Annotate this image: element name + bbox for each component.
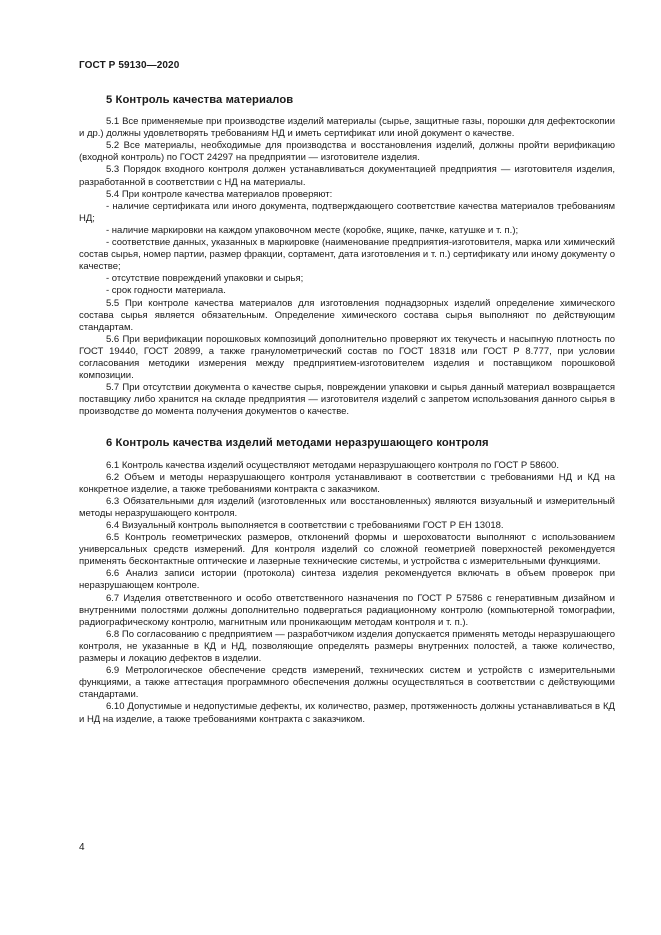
section-5-title: 5 Контроль качества материалов: [106, 94, 294, 106]
clause-5-1: 5.1 Все применяемые при производстве изделий материалы (сырье, защитные газы, порошки для дефектоскопии и др.) должны удовлетворять требованиям НД и иметь сертификат или иной документ о качестве.: [79, 116, 615, 140]
document-header: ГОСТ Р 59130—2020: [79, 60, 180, 71]
clause-5-4: 5.4 При контроле качества материалов проверяют:: [106, 188, 333, 200]
clause-5-7: 5.7 При отсутствии документа о качестве сырья, повреждении упаковки и сырья данный материал возвращается поставщику либо хранится на складе предприятия — изготовителя изделий с запретом использования данного сырья в производстве до момента получения документов о качестве.: [79, 382, 615, 418]
clause-6-3: 6.3 Обязательными для изделий (изготовленных или восстановленных) являются визуальный и измерительный методы неразрушающего контроля.: [79, 495, 615, 519]
clause-6-2: 6.2 Объем и методы неразрушающего контроля устанавливают в соответствии с требованиями НД и КД на конкретное изделие, а также требованиями контракта с заказчиком.: [79, 471, 615, 495]
clause-5-5: 5.5 При контроле качества материалов для изготовления поднадзорных изделий определение химического состава сырья является обязательным. Определение химического состава сырья выполняют по действующим стандартам.: [79, 297, 615, 333]
clause-6-7: 6.7 Изделия ответственного и особо ответственного назначения по ГОСТ Р 57586 с генеративным дизайном и внутренними полостями должны дополнительно подвергаться радиационному контролю (компьютерной томографии, радиографическому контролю, магнитным или проникающим методам контроля и т. п.).: [79, 592, 615, 628]
list-item-packaging: - отсутствие повреждений упаковки и сырья;: [106, 273, 304, 285]
clause-5-2: 5.2 Все материалы, необходимые для производства и восстановления изделий, должны пройти верификацию (входной контроль) по ГОСТ 24297 на предприятии — изготовителе изделия.: [79, 140, 615, 164]
clause-6-9: 6.9 Метрологическое обеспечение средств измерений, технических систем и устройств с измерительными функциями, а также аттестация программного обеспечения должны осуществляться в соответствии с действующими стандартами.: [79, 665, 615, 701]
page-number: 4: [79, 842, 85, 853]
document-body: [79, 90, 615, 726]
clause-5-3: 5.3 Порядок входного контроля должен устанавливаться документацией предприятия — изготовителя изделия, разработанной в соответствии с НД на материалы.: [79, 164, 615, 188]
clause-6-10: 6.10 Допустимые и недопустимые дефекты, их количество, размер, протяженность должны устанавливаться в КД и НД на изделие, а также требованиями контракта с заказчиком.: [79, 701, 615, 725]
section-6-title: 6 Контроль качества изделий методами неразрушающего контроля: [106, 437, 489, 450]
list-item-marking-data: - соответствие данных, указанных в маркировке (наименование предприятия-изготовителя, марка или химический состав сырья, номер партии, размер фракции, сортамент, дата изготовления и т. п.) сертификату или иному документу о качестве;: [79, 237, 615, 273]
clause-6-5: 6.5 Контроль геометрических размеров, отклонений формы и шероховатости выполняют с использованием универсальных средств измерений. Для контроля изделий со сложной геометрией поверхностей рекомендуется применять бесконтактные оптические и лазерные технические системы, и устройства с измерительными функциями.: [79, 532, 615, 568]
clause-6-6: 6.6 Анализ записи истории (протокола) синтеза изделия рекомендуется включать в объем проверок при неразрушающем контроле.: [79, 568, 615, 592]
clause-6-8: 6.8 По согласованию с предприятием — разработчиком изделия допускается применять методы неразрушающего контроля, не указанные в КД и НД, позволяющие определять размеры внутренних полостей, а также количество, размеры и локацию дефектов в изделии.: [79, 628, 615, 665]
clause-5-6: 5.6 При верификации порошковых композиций дополнительно проверяют их текучесть и насыпную плотность по ГОСТ 19440, ГОСТ 20899, а также гранулометрический состав по ГОСТ 18318 или ГОСТ Р 8.777, при условии согласования методики измерения между предприятием-изготовителем изделия и поставщиком порошковой композиции.: [79, 333, 615, 382]
list-item-shelf-life: - срок годности материала.: [106, 285, 226, 297]
clause-6-1: 6.1 Контроль качества изделий осуществляют методами неразрушающего контроля по ГОСТ Р 58600.: [106, 459, 559, 471]
list-item-certificate: - наличие сертификата или иного документа, подтверждающего соответствие качества материалов требованиям НД;: [79, 200, 615, 224]
clause-6-4: 6.4 Визуальный контроль выполняется в соответствии с требованиями ГОСТ Р ЕН 13018.: [106, 520, 504, 531]
list-item-marking: - наличие маркировки на каждом упаковочном месте (коробке, ящике, пачке, катушке и т. п.);: [106, 224, 519, 236]
